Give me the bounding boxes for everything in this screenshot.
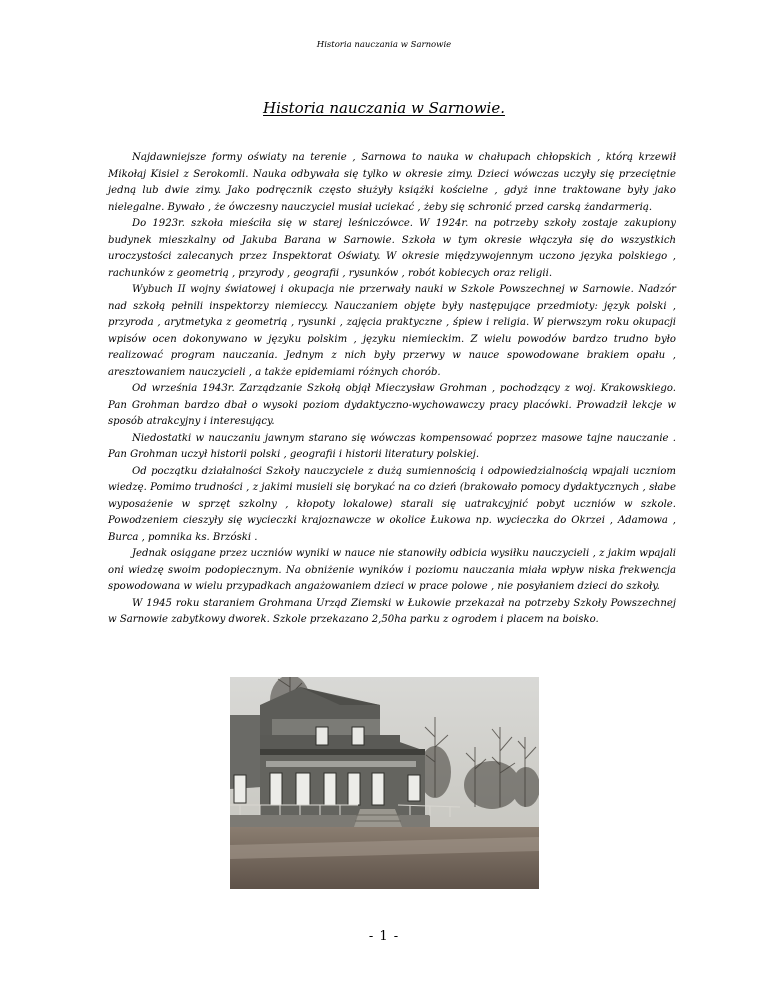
document-title: Historia nauczania w Sarnowie. [263,99,505,117]
paragraph: Najdawniejsze formy oświaty na terenie , Sarnowa to nauka w chałupach chłopskich , którą krzewił Mikołaj Kisiel z Serokomli. Nauka odbywała się tylko w okresie zimy. Dzieci wówczas uczyły się przeciętnie jedną lub dwie zimy. Jako podręcznik często służyły książki kościelne , gdyż inne traktowane były jako nielegalne. Bywało , że ówczesny nauczyciel musiał uciekać , żeby się schronić przed carską żandarmerią. [108,152,676,213]
document-body [108,150,676,629]
paragraph: Od początku działalności Szkoły nauczyciele z dużą sumiennością i odpowiedzialnością wpajali uczniom wiedzę. Pomimo trudności , z jakimi musieli się borykać na co dzień (brakowało pomocy dydaktycznych , słabe wyposażenie w sprzęt szkolny , kłopoty lokalowe) starali się uatrakcyjnić pobyt uczniów w szkole. Powodzeniem cieszyły się wycieczki krajoznawcze w okolice Łukowa np. wycieczka do Okrzei , Adamowa , Burca , pomnika ks. Brzóski . [108,465,676,543]
running-header: Historia nauczania w Sarnowie [316,40,452,50]
page-number: - 1 - [368,929,400,944]
paragraph: Jednak osiągane przez uczniów wyniki w nauce nie stanowiły odbicia wysiłku nauczycieli , z jakim wpajali oni wiedzę swoim podopiecznym. Na obniżenie wyników i poziomu nauczania miała wpływ niska frekwencja spowodowana w wielu przypadkach angażowaniem dzieci w prace polowe , nie posyłaniem dzieci do szkoły. [108,548,676,592]
paragraph: Wybuch II wojny światowej i okupacja nie przerwały nauki w Szkole Powszechnej w Sarnowie. Nadzór nad szkołą pełnili inspektorzy niemieccy. Nauczaniem objęte były następujące przedmioty: język polski , przyroda , arytmetyka z geometrią , rysunki , zajęcia praktyczne , śpiew i religia. W pierwszym roku okupacji wpisów ocen dokonywano w języku polskim , języku niemieckim. Z wielu powodów bardzo trudno było realizować program nauczania. Jednym z nich były przerwy w nauce spowodowane brakiem opału , aresztowaniem nauczycieli , a także epidemiami różnych chorób. [108,284,676,378]
paragraph: Niedostatki w nauczaniu jawnym starano się wówczas kompensować poprzez masowe tajne nauczanie . Pan Grohman uczył historii polski , geografii i historii literatury polskiej. [108,432,676,460]
paragraph: W 1945 roku staraniem Grohmana Urząd Ziemski w Łukowie przekazał na potrzeby Szkoły Powszechnej w Sarnowie zabytkowy dworek. Szkole przekazano 2,50ha parku z ogrodem i placem na boisko. [108,597,676,625]
paragraph: Od września 1943r. Zarządzanie Szkołą objął Mieczysław Grohman , pochodzący z woj. Krakowskiego. Pan Grohman bardzo dbał o wysoki poziom dydaktyczno-wychowawczy pracy placówki. Prowadził lekcje w sposób atrakcyjny i interesujący. [108,383,676,427]
school-manor-photo [230,677,539,889]
photo-ground [230,827,539,889]
paragraph: Do 1923r. szkoła mieściła się w starej leśniczówce. W 1924r. na potrzeby szkoły zostaje zakupiony budynek mieszkalny od Jakuba Barana w Sarnowie. Szkoła w tym okresie włączyła się do wszystkich uroczystości zalecanych przez Inspektorat Oświaty. W okresie międzywojennym uczono języka polskiego , rachunków z geometrią , przyrody , geografii , rysunków , robót kobiecych oraz religii. [108,218,676,279]
